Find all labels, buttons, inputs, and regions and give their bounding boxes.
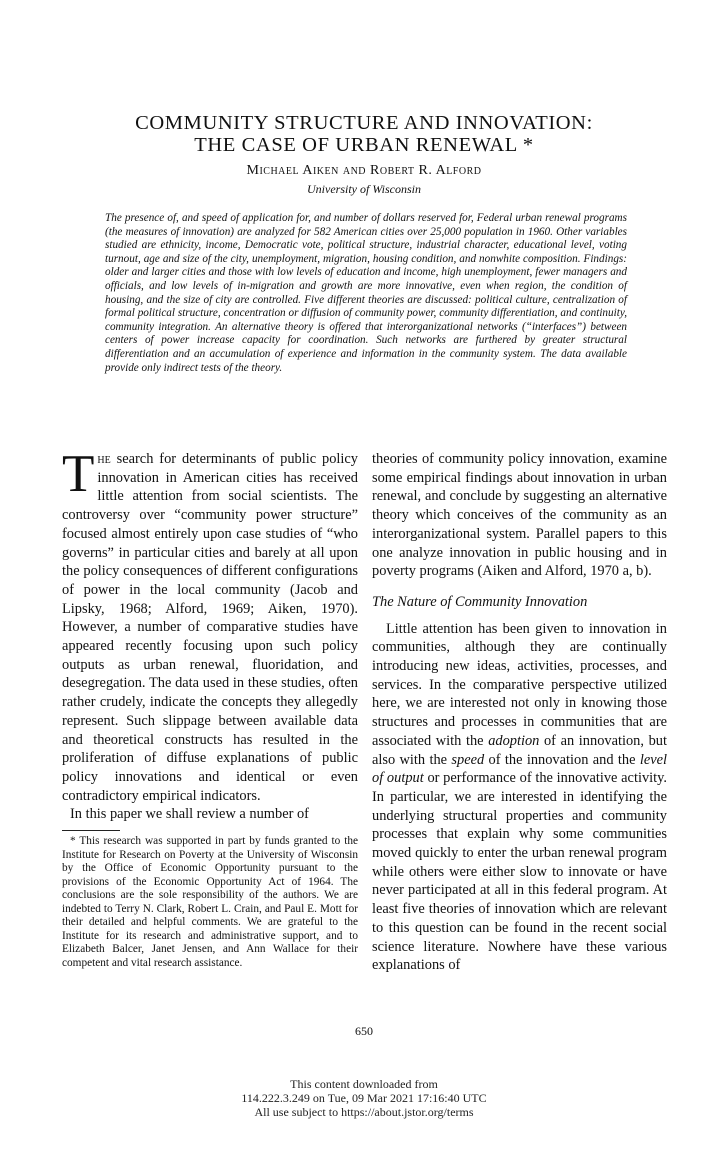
- section-heading: The Nature of Community Innovation: [372, 593, 588, 610]
- abstract: The presence of, and speed of application for, and number of dollars reserved for, Federal urban renewal programs (the measures of innovation) are analyzed for 582 American cities over 25,000 population in 1960. Other variables studied are ethnicity, income, Democratic vote, political structure, industrial character, educational level, voting turnout, age and size of the city, unemployment, migration, housing condition, and nonwhite composition. Findings: older and larger cities and those with low levels of education and income, high unemployment, fewer managers and officials, and low levels of in-migration and growth are more innovative, even when region, the condition of housing, and the size of city are controlled. Five different theories are discussed: political culture, centralization of formal political structure, concentration or diffusion of community power, community differentiation, and continuity, community integration. An alternative theory is offered that interorganizational networks (“interfaces”) between centers of power increase capacity for coordination. Such networks are furthered by greater structural differentiation and an accumulation of experience and information in the community system. The data available provide only indirect tests of the theory.: [105, 212, 627, 374]
- jstor-line-2: 114.222.3.249 on Tue, 09 Mar 2021 17:16:40 UTC: [241, 1090, 487, 1105]
- left-column: [62, 445, 358, 970]
- title-line-1: COMMUNITY STRUCTURE AND INNOVATION:: [135, 112, 593, 134]
- section-text-a: Little attention has been given to innovation in communities, although they are continually introducing new ideas, activities, processes, and services. In the comparative perspective utilized here, we are interested not only in knowing those structures and processes in communities that are associated with the: [372, 620, 667, 749]
- footnote-rule: [62, 830, 120, 831]
- intro-paragraph-text: search for determinants of public policy innovation in American cities has received little attention from social scientists. The controversy over “community power structure” focused almost entirely upon case studies of “who governs” in particular cities and barely at all upon the policy consequences of different configurations of power in the local community (Jacob and Lipsky, 1968; Alford, 1969; Aiken, 1970). However, a number of comparative studies have appeared recently focusing upon such policy outputs as urban renewal, fluoridation, and desegregation. The data used in these studies, often rather crudely, indicate the concepts they allegedly represent. Such slippage between available data and theoretical constructs has resulted in the proliferation of diffuse explanations of public policy innovations and identical or even contradictory empirical indicators.: [62, 451, 358, 804]
- section-text-d: or performance of the innovative activity. In particular, we are interested in identifying the underlying structural properties and community processes that explain why some communities moved quickly to enter the urban renewal program while others were either slow to innovate or have never participated at all in this federal program. At least five theories of innovation which are relevant to this question can be found in the recent social science literature. Nowhere have these various explanations of: [372, 770, 667, 974]
- footnote: * This research was supported in part by funds granted to the Institute for Research on Poverty at the University of Wisconsin by the Office of Economic Opportunity pursuant to the provisions of the Economic Opportunity Act of 1964. The conclusions are the sole responsibility of the authors. We are indebted to Terry N. Clark, Robert L. Crain, and Paul E. Mott for their detailed and helpful comments. We are grateful to the Institute for its research and administrative support, and to Elizabeth Balcer, Janet Jensen, and Ann Wallace for their competent and vital research assistance.: [62, 835, 358, 969]
- emphasis-speed: speed: [451, 751, 485, 768]
- section-text-c: of the innovation and the: [484, 751, 640, 768]
- jstor-line-3: All use subject to https://about.jstor.org/terms: [254, 1104, 474, 1119]
- right-column: [372, 450, 667, 975]
- lead-small-caps: he: [97, 451, 111, 467]
- title-line-2: THE CASE OF URBAN RENEWAL *: [194, 134, 534, 156]
- section-paragraph: [372, 620, 667, 975]
- emphasis-adoption: adoption: [488, 732, 540, 749]
- author-names: Michael Aiken and Robert R. Alford: [246, 163, 482, 178]
- review-paragraph-continued: theories of community policy innovation, examine some empirical findings about innovation in urban renewal, and conclude by suggesting an alternative theory which conceives of the community as an interorganizational system. Parallel papers to this one analyze innovation in public housing and in poverty programs (Aiken and Alford, 1970 a, b).: [372, 451, 667, 580]
- drop-cap: T: [62, 445, 95, 503]
- page-number: 650: [355, 1024, 373, 1038]
- jstor-notice: [0, 1078, 728, 1119]
- section-text-b: of an innovation, but also with the: [372, 732, 667, 768]
- author-affiliation: University of Wisconsin: [307, 182, 421, 196]
- article-title: [0, 112, 728, 156]
- jstor-line-1: This content downloaded from: [290, 1077, 438, 1091]
- emphasis-level-of-output: level of output: [372, 751, 667, 787]
- intro-paragraph: [62, 445, 358, 805]
- review-paragraph-start: In this paper we shall review a number of: [70, 806, 309, 823]
